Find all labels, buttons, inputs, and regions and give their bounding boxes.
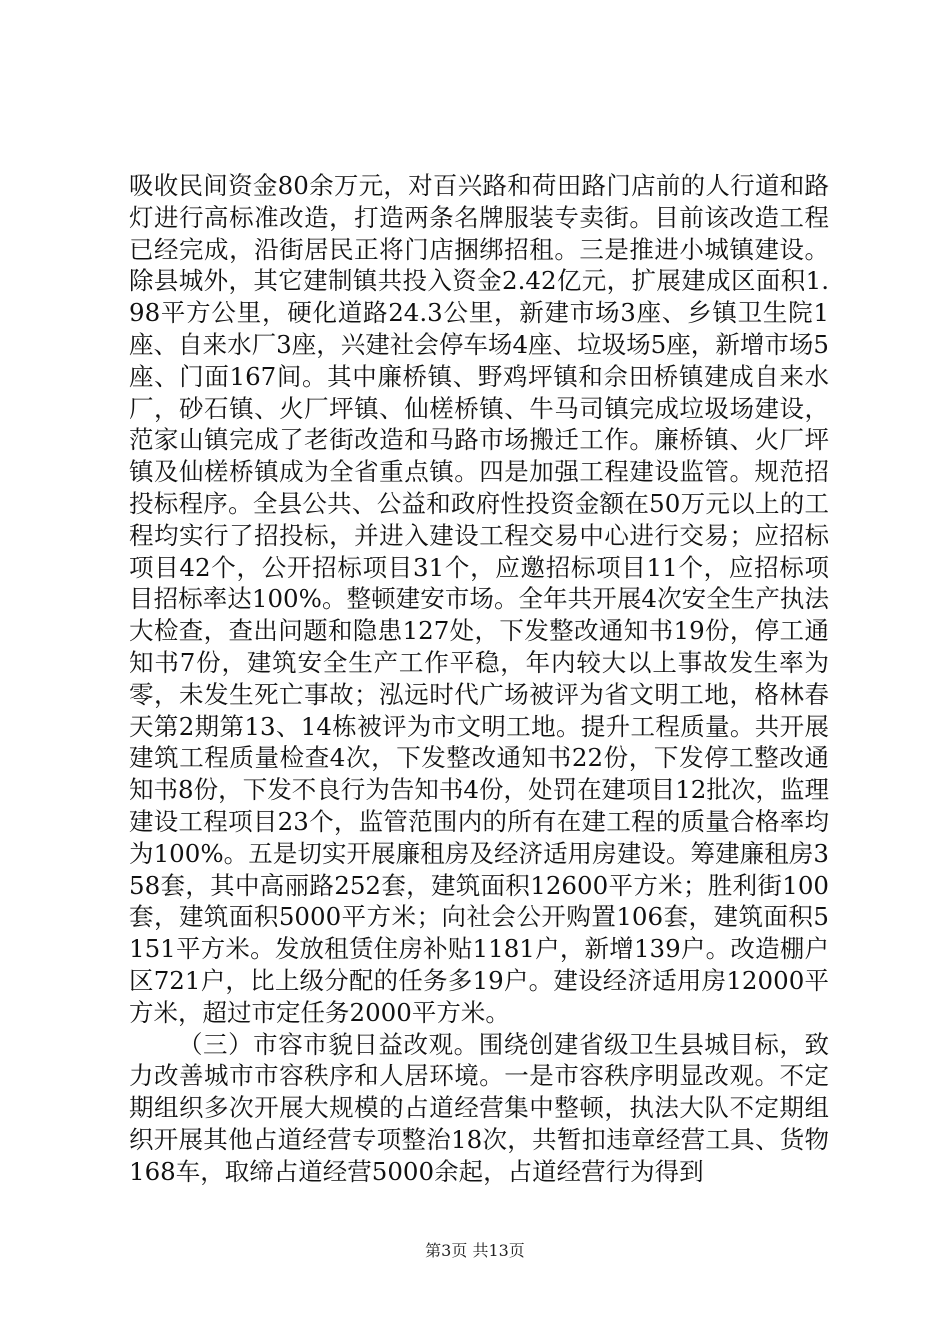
paragraph-section-three: （三）市容市貌日益改观。围绕创建省级卫生县城目标，致力改善城市市容秩序和人居环境。一是市容秩序明显改观。不定期组织多次开展大规模的占道经营集中整顿，执法大队不定期组织开展其他占道经营专项整治18次，共暂扣违章经营工具、货物168车，取缔占道经营5000余起，占道经营行为得到 (129, 1029, 829, 1186)
page-number-footer: 第3页 共13页 (425, 1241, 525, 1260)
paragraph-continuation: 吸收民间资金80余万元，对百兴路和荷田路门店前的人行道和路灯进行高标准改造，打造两条名牌服装专卖街。目前该改造工程已经完成，沿街居民正将门店捆绑招租。三是推进小城镇建设。除县城外，其它建制镇共投入资金2.42亿元，扩展建成区面积1.98平方公里，硬化道路24.3公里，新建市场3座、乡镇卫生院1座、自来水厂3座，兴建社会停车场4座、垃圾场5座，新增市场5座、门面167间。其中廉桥镇、野鸡坪镇和佘田桥镇建成自来水厂，砂石镇、火厂坪镇、仙槎桥镇、牛马司镇完成垃圾场建设，范家山镇完成了老街改造和马路市场搬迁工作。廉桥镇、火厂坪镇及仙槎桥镇成为全省重点镇。四是加强工程建设监管。规范招投标程序。全县公共、公益和政府性投资金额在50万元以上的工程均实行了招投标，并进入建设工程交易中心进行交易；应招标项目42个，公开招标项目31个，应邀招标项目11个，应招标项目招标率达100%。整顿建安市场。全年共开展4次安全生产执法大检查，查出问题和隐患127处，下发整改通知书19份，停工通知书7份，建筑安全生产工作平稳，年内较大以上事故发生率为零，未发生死亡事故；泓远时代广场被评为省文明工地，格林春天第2期第13、14栋被评为市文明工地。提升工程质量。共开展建筑工程质量检查4次，下发整改通知书22份，下发停工整改通知书8份，下发不良行为告知书4份，处罚在建项目12批次，监理建设工程项目23个，监管范围内的所有在建工程的质量合格率均为100%。五是切实开展廉租房及经济适用房建设。筹建廉租房358套，其中高丽路252套，建筑面积12600平方米；胜利街100套，建筑面积5000平方米；向社会公开购置106套，建筑面积5151平方米。发放租赁住房补贴1181户，新增139户。改造棚户区721户，比上级分配的任务多19户。建设经济适用房12000平方米，超过市定任务2000平方米。 (129, 171, 829, 1027)
document-body (129, 170, 829, 1188)
